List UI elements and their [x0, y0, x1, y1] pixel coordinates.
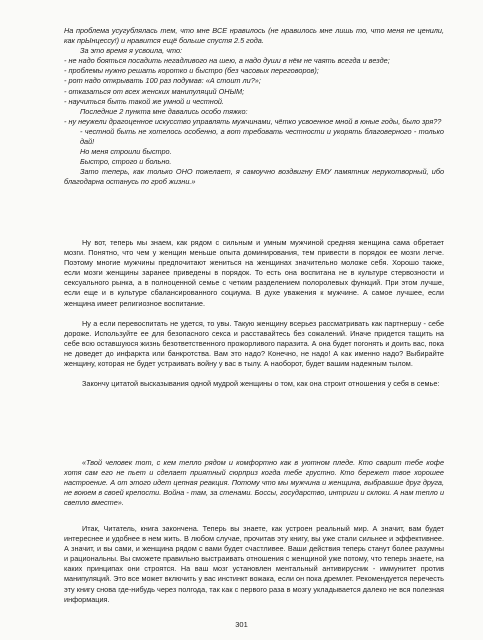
- quote-line: - ну неужели драгоценное искусство управлять мужчинами, чётко усвоенное мной в юные годы, было зря??: [64, 116, 442, 126]
- final-text: [64, 524, 444, 605]
- page-number: 301: [235, 620, 248, 629]
- quote-line: За это время я усвоила, что:: [80, 46, 183, 56]
- closing-quote: «Твой человек тот, с кем тепло рядом и комфортно как в уютном пледе. Кто сварит тебе кофе хотя сам его не пьет и сделает приятный сюрприз когда тебе грустно. Кто бережет твое хорошее настроение. А от этого идет цепная реакция. Потому что мы мужчина и женщина, выбравшие друг друга, не воюем в своей крепости. Война - там, за стенами. Боссы, государство, интриги и склоки. А нам тепло и светло вместе».: [64, 458, 444, 508]
- paragraph: Ну вот, теперь мы знаем, как рядом с сильным и умным мужчиной средняя женщина сама обретает мозги. Понятно, что чем у женщин меньше опыта доминирования, тем привести в порядок ее мозги легче. Поэтому многие мужчины предпочитают жениться на женщинах значительно моложе себя. Хорошо также, если мозги женщины заранее приведены в порядок. То есть она воспитана не в культуре стервозности и сексуального рынка, а в полноценной семье с четким разделением полоролевых функций. При этом лучше, если еще и в культуре сбалансированного социума. В духе уважения к мужчине. А самое лучшее, если женщина имеет религиозное воспитание.: [64, 238, 444, 308]
- quote-line: Последние 2 пункта мне давались особо тяжко:: [80, 106, 248, 116]
- quote-line: - не надо бояться посадить негадливого на шею, а надо души в нём не чаять всегда и везде;: [64, 56, 390, 66]
- paragraph: Итак, Читатель, книга закончена. Теперь вы знаете, как устроен реальный мир. А значит, вам будет интереснее и удобнее в нем жить. В любом случае, прочитав эту книгу, вы уже стали сильнее и эффективнее. А значит, и вы сами, и женщина рядом с вами будет счастливее. Ваши действия теперь станут более разумны и рациональны. Вы сможете правильно выстраивать отношения с женщиной уже потому, что теперь знаете, на каких принципах они строятся. На ваш мозг установлен ментальный антивирусник - иммунитет против манипуляций. Это все может включить у вас инстинкт вожака, если он пока дремлет. Рекомендуется перечесть эту книгу снова где-нибудь через полгода, так как с первого раза в мозгу укладывается далеко не вся полезная информация.: [64, 524, 444, 604]
- main-text: [64, 238, 444, 389]
- quote-line: Но меня строили быстро.: [80, 147, 172, 157]
- quote-block: [64, 26, 444, 188]
- paragraph: Закончу цитатой высказывания одной мудрой женщины о том, как она строит отношения у себя в семье:: [82, 379, 440, 389]
- quote-line: - рот надо открывать 100 раз подумав: «А стоит ли?»;: [64, 76, 261, 86]
- quote-line: Быстро, строго и больно.: [80, 157, 172, 167]
- quote-line: - честной быть не хотелось особенно, а вот требовать честности и укорять благоверного - только дай!: [80, 126, 444, 147]
- quote-line: На проблема усугублялась тем, что мне ВСЕ нравилось (не нравилось мне лишь то, что меня не ценили, как прЫнцессу!) и нравится ещё больше спустя 2.5 года.: [64, 26, 444, 46]
- quote-line: - научиться быть такой же умной и честной.: [64, 96, 224, 106]
- quote-line: Зато теперь, как только ОНО пожелает, я самоучно воздвигну ЕМУ памятник нерукотворный, ибо благодарна останусь по гроб жизни.»: [64, 167, 444, 187]
- quote-line: - проблемы нужно решать коротко и быстро (без часовых переговоров);: [64, 66, 319, 76]
- paragraph: Ну а если перевоспитать не удется, то увы. Такую женщину всерьез рассматривать как партнершу - себе дороже. Используйте ее для безопасного секса и расставайтесь без сожалений. Иначе придется тащить на себе всю оставшуюся жизнь безответственного прожорливого паразита. А она будет погонять и доить вас, пока не доведет до инфаркта или банкротства. Вам это надо? Конечно, не надо! А как именно надо? Выбирайте женщину, которая не будет устраивать войну у вас в тылу. А наоборот, будет вашим надежным тылом.: [64, 318, 444, 369]
- quote-line: - отказаться от всех женских манипуляций ОНЫМ;: [64, 86, 245, 96]
